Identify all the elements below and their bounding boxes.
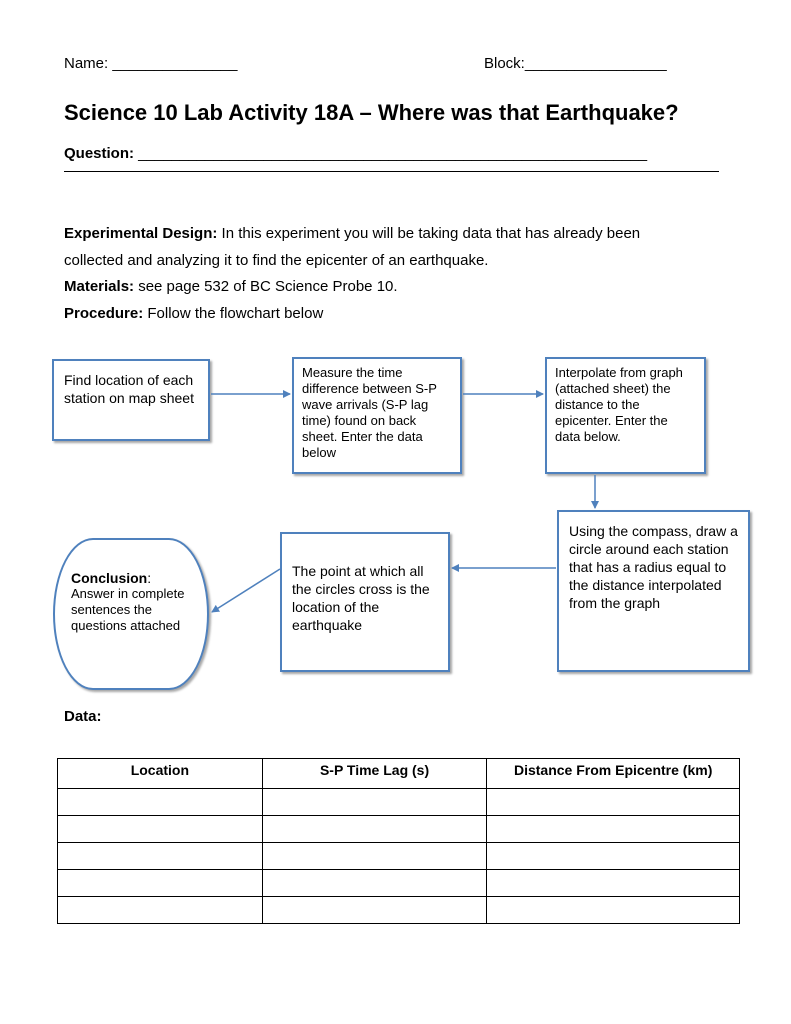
table-cell[interactable] — [58, 816, 263, 843]
table-cell[interactable] — [58, 897, 263, 924]
materials-label: Materials: — [64, 278, 135, 295]
data-label: Data: — [64, 708, 102, 725]
experimental-design-line-2: collected and analyzing it to find the epicenter of an earthquake. — [64, 252, 489, 269]
name-field: Name: _______________ — [64, 55, 238, 72]
table-row — [58, 897, 740, 924]
experimental-design-text: In this experiment you will be taking data that has already been — [217, 225, 641, 242]
column-header-distance: Distance From Epicentre (km) — [487, 759, 740, 789]
table-cell[interactable] — [58, 870, 263, 897]
flow-step-draw-circles: Using the compass, draw a circle around each station that has a radius equal to the distance interpolated from the graph — [557, 510, 750, 672]
block-field: Block:_________________ — [484, 55, 667, 72]
conclusion-text: Answer in complete sentences the questions attached — [71, 586, 185, 633]
experimental-design-label: Experimental Design: — [64, 225, 218, 242]
column-header-sp-time-lag: S-P Time Lag (s) — [262, 759, 487, 789]
table-cell[interactable] — [262, 897, 487, 924]
conclusion-label: Conclusion — [71, 570, 148, 586]
table-cell[interactable] — [487, 897, 740, 924]
table-cell[interactable] — [58, 789, 263, 816]
page-title: Science 10 Lab Activity 18A – Where was that Earthquake? — [64, 100, 679, 125]
table-cell[interactable] — [262, 816, 487, 843]
table-cell[interactable] — [262, 789, 487, 816]
materials-text: see page 532 of BC Science Probe 10. — [134, 278, 398, 295]
table-cell[interactable] — [487, 789, 740, 816]
conclusion-colon: : — [147, 570, 152, 586]
table-cell[interactable] — [487, 816, 740, 843]
question-blank: _____________________________________________________________ — [134, 145, 648, 162]
table-row — [58, 789, 740, 816]
flow-step-circles-cross: The point at which all the circles cross is the location of the earthquake — [280, 532, 450, 672]
table-row — [58, 843, 740, 870]
table-cell[interactable] — [487, 870, 740, 897]
table-row — [58, 870, 740, 897]
arrow-step5-to-conclusion — [212, 569, 280, 612]
question-label: Question: — [64, 145, 134, 162]
table-cell[interactable] — [262, 870, 487, 897]
table-cell[interactable] — [262, 843, 487, 870]
procedure-text: Follow the flowchart below — [143, 305, 324, 322]
table-cell[interactable] — [58, 843, 263, 870]
column-header-location: Location — [58, 759, 263, 789]
flow-step-interpolate: Interpolate from graph (attached sheet) the distance to the epicenter. Enter the data below. — [545, 357, 706, 474]
table-header-row — [58, 759, 740, 789]
procedure-label: Procedure: — [64, 305, 144, 322]
data-table — [57, 758, 740, 924]
table-cell[interactable] — [487, 843, 740, 870]
table-row — [58, 816, 740, 843]
flow-step-measure-time: Measure the time difference between S-P wave arrivals (S-P lag time) found on back sheet. Enter the data below — [292, 357, 462, 474]
flow-step-find-location: Find location of each station on map sheet — [52, 359, 210, 441]
